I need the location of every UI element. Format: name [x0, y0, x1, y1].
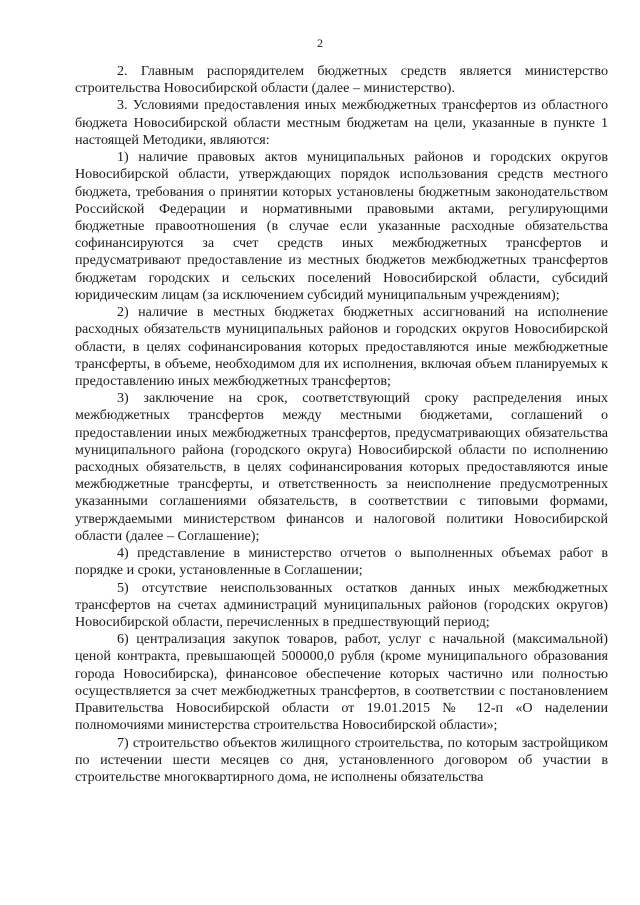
paragraph-budget-administrator: 2. Главным распорядителем бюджетных средств является министерство строительства Новосибирской области (далее – министерство).	[75, 63, 608, 97]
paragraph-transfer-conditions: 3. Условиями предоставления иных межбюджетных трансфертов из областного бюджета Новосибирской области местным бюджетам на цели, указанные в пункте 1 настоящей Методики, являются:	[75, 97, 608, 148]
condition-item-1: 1) наличие правовых актов муниципальных районов и городских округов Новосибирской области, утверждающих порядок использования средств местного бюджета, требования о принятии которых установлены бюджетным законодательством Российской Федерации и нормативными правовыми актами, регулирующими бюджетные правоотношения (в случае если указанные расходные обязательства софинансируются за счет средств иных межбюджетных трансфертов и предусматривают предоставление из местных бюджетов межбюджетных трансфертов бюджетам городских и сельских поселений Новосибирской области, субсидий юридическим лицам (за исключением субсидий муниципальным учреждениям);	[75, 149, 608, 303]
condition-item-6: 6) централизация закупок товаров, работ, услуг с начальной (максимальной) ценой контракта, превышающей 500000,0 рубля (кроме муниципального образования города Новосибирска), финансовое обеспечение которых частично или полностью осуществляется за счет межбюджетных трансфертов, в соответствии с постановлением Правительства Новосибирской области от 19.01.2015 № 12-п «О наделении полномочиями министерства строительства Новосибирской области»;	[75, 631, 608, 734]
condition-item-4: 4) представление в министерство отчетов о выполненных объемах работ в порядке и сроки, установленные в Соглашении;	[75, 545, 608, 579]
document-body	[75, 63, 608, 786]
condition-item-2: 2) наличие в местных бюджетах бюджетных ассигнований на исполнение расходных обязательств муниципальных районов и городских округов Новосибирской области, в целях софинансирования которых предоставляются иные межбюджетные трансферты, в объеме, необходимом для их исполнения, включая объем планируемых к предоставлению иных межбюджетных трансфертов;	[75, 304, 608, 389]
page-number: 2	[317, 36, 323, 50]
condition-item-3: 3) заключение на срок, соответствующий сроку распределения иных межбюджетных трансфертов между местными бюджетами, соглашений о предоставлении иных межбюджетных трансфертов, предусматривающих обязательства муниципального района (городского округа) Новосибирской области по исполнению расходных обязательств, в целях софинансирования которых предоставляются иные межбюджетные трансферты, и ответственность за неисполнение предусмотренных указанными соглашениями обязательств, в соответствии с типовыми формами, утверждаемыми министерством финансов и налоговой политики Новосибирской области (далее – Соглашение);	[75, 390, 608, 544]
condition-item-7: 7) строительство объектов жилищного строительства, по которым застройщиком по истечении шести месяцев со дня, установленного договором об участии в строительстве многоквартирного дома, не исполнены обязательства	[75, 734, 608, 785]
condition-item-5: 5) отсутствие неиспользованных остатков данных иных межбюджетных трансфертов на счетах администраций муниципальных районов (городских округов) Новосибирской области, перечисленных в предшествующий период;	[75, 579, 608, 630]
